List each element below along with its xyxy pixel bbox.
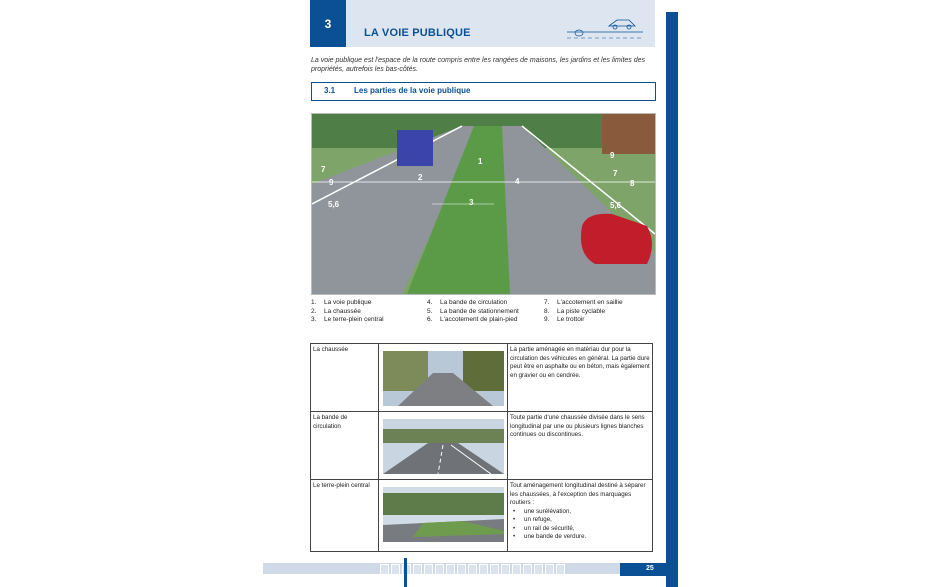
term-cell: Le terre-plein central (311, 480, 379, 552)
chapter-tab (435, 564, 444, 575)
chapter-tab (479, 564, 488, 575)
chapter-tab (446, 564, 455, 575)
photo-cell (379, 412, 508, 480)
side-stripe (666, 12, 678, 587)
legend-column-3 (544, 299, 623, 325)
legend-item: 9. Le trottoir (544, 316, 585, 323)
road-illustration (311, 113, 656, 295)
bullet-list (510, 508, 650, 542)
road-car-icon (565, 10, 645, 42)
photo-cell (379, 344, 508, 412)
term-cell: La chaussée (311, 344, 379, 412)
legend-column-1 (311, 299, 384, 325)
definition-table (310, 343, 653, 552)
chapter-tab (413, 564, 422, 575)
label-9-left: 9 (329, 178, 334, 187)
chapter-tab (468, 564, 477, 575)
definition-cell: Toute partie d'une chaussée divisée dans le sens longitudinal par une ou plusieurs lignes blanches continues ou discontinues. (508, 412, 653, 480)
definition-cell: La partie aménagée en matériau dur pour la circulation des véhicules en général. La partie dure peut être en asphalte ou en béton, mais également en gravier ou en cendrée. (508, 344, 653, 412)
label-1: 1 (478, 157, 483, 166)
chapter-tab (512, 564, 521, 575)
label-3: 3 (469, 198, 474, 207)
chapter-tab (391, 564, 400, 575)
intro-paragraph: La voie publique est l'espace de la route compris entre les rangées de maisons, les jardins et les limites des propriétés, autrefois les bas-côtés. (311, 57, 646, 73)
table-row (311, 344, 653, 412)
list-item: • une bande de verdure. (510, 533, 650, 542)
chapter-tab (380, 564, 389, 575)
section-title: Les parties de la voie publique (354, 86, 471, 95)
label-7-left: 7 (321, 165, 326, 174)
chapter-tab (545, 564, 554, 575)
chapter-tab (523, 564, 532, 575)
chapter-number: 3 (310, 0, 346, 47)
legend-column-2 (427, 299, 519, 325)
label-4: 4 (515, 177, 520, 186)
chapter-tab (457, 564, 466, 575)
legend-item: 8. La piste cyclable (544, 307, 606, 315)
table-row (311, 480, 653, 552)
chapter-tab (424, 564, 433, 575)
photo-terre-plein-central (383, 487, 504, 542)
photo-chaussee (383, 351, 504, 406)
footer-current-tab-marker (404, 558, 407, 587)
chapter-title: LA VOIE PUBLIQUE (364, 27, 471, 39)
section-number: 3.1 (324, 86, 336, 95)
list-item: • un rail de sécurité, (510, 525, 650, 534)
definition-cell: Tout aménagement longitudinal destiné à séparer les chaussées, à l'exception des marquages routiers : • une surélévation, • un refuge, • un rail de sécurité, • une bande de verdure. (508, 480, 653, 552)
chapter-tab (534, 564, 543, 575)
legend-item: 3. Le terre-plein central (311, 316, 384, 323)
legend-item: 2. La chaussée (311, 307, 361, 315)
term-cell: La bande de circulation (311, 412, 379, 480)
legend-item: 4. La bande de circulation (427, 299, 508, 306)
legend-item: 5. La bande de stationnement (427, 307, 519, 315)
photo-bande-de-circulation (383, 419, 504, 474)
list-item: • une surélévation, (510, 508, 650, 517)
list-item: • un refuge, (510, 516, 650, 525)
photo-cell (379, 480, 508, 552)
legend-item: 1. La voie publique (311, 299, 372, 306)
label-7-right: 7 (613, 169, 618, 178)
label-2: 2 (418, 173, 423, 182)
label-8: 8 (630, 179, 635, 188)
legend-item: 6. L'accotement de plain-pied (427, 316, 518, 323)
chapter-tab (501, 564, 510, 575)
page-number: 25 (646, 565, 654, 572)
label-9-right: 9 (610, 151, 615, 160)
label-56-left: 5,6 (328, 200, 340, 209)
label-56-right: 5,6 (610, 201, 622, 210)
table-row (311, 412, 653, 480)
legend-item: 7. L'accotement en saillie (544, 299, 623, 306)
chapter-tab (556, 564, 565, 575)
chapter-tab (490, 564, 499, 575)
